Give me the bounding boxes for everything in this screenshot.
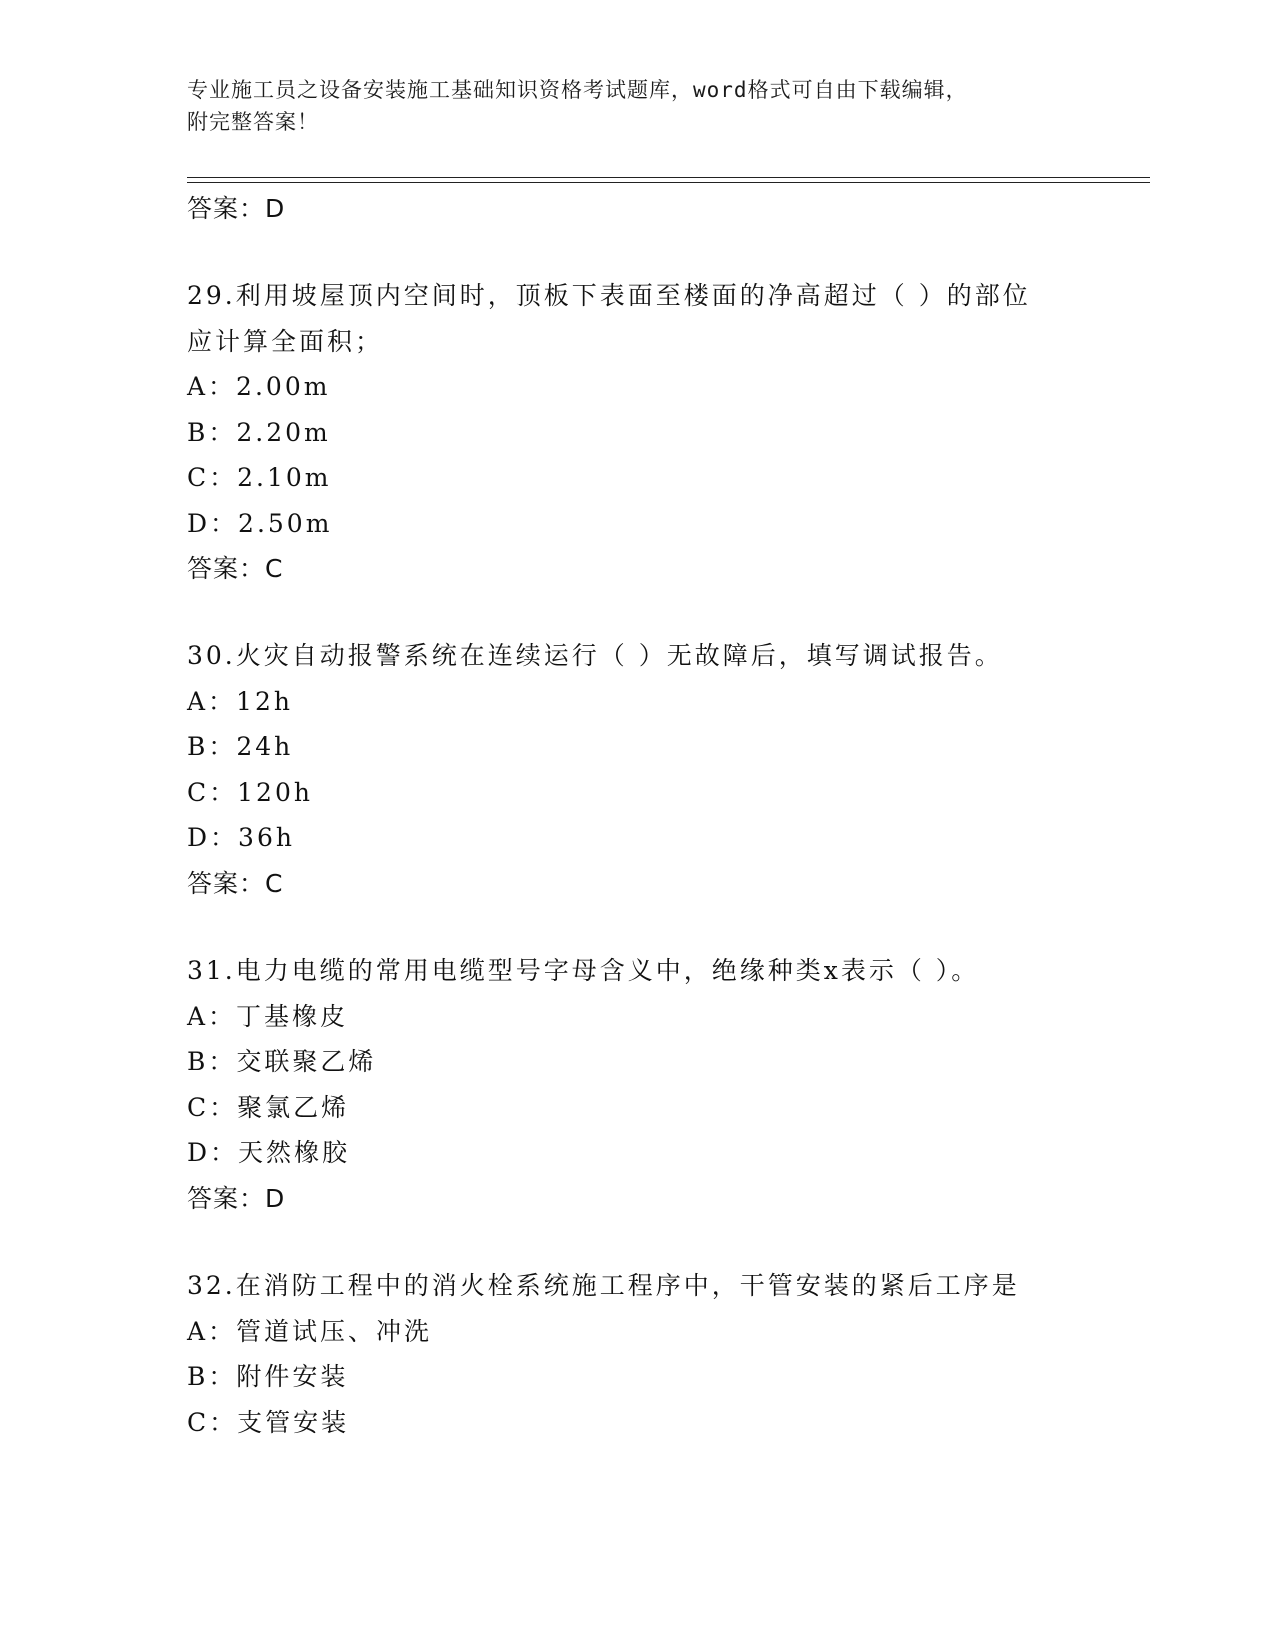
option-d: D：天然橡胶	[187, 1138, 351, 1167]
option-b: B：附件安装	[187, 1362, 349, 1391]
option-d: D：36h	[187, 823, 295, 852]
question-31	[187, 948, 1087, 1221]
header-line-2: 附完整答案！	[187, 110, 319, 134]
question-stem: 29.利用坡屋顶内空间时，顶板下表面至楼面的净高超过（ ）的部位	[187, 281, 1031, 310]
previous-answer-block	[187, 186, 1087, 232]
answer-line: 答案：D	[187, 194, 286, 223]
question-32	[187, 1263, 1087, 1445]
option-b: B：2.20m	[187, 417, 331, 447]
option-b: B：24h	[187, 732, 294, 761]
header-divider-bottom	[187, 182, 1150, 183]
question-29	[187, 273, 1087, 592]
option-a: A：12h	[187, 686, 293, 716]
header-divider-top	[187, 177, 1150, 178]
answer-line: 答案：C	[187, 868, 284, 898]
option-c: C：2.10m	[187, 463, 332, 492]
option-c: C：支管安装	[187, 1407, 350, 1437]
option-c: C：聚氯乙烯	[187, 1092, 350, 1122]
question-stem: 32.在消防工程中的消火栓系统施工程序中，干管安装的紧后工序是	[187, 1271, 1020, 1300]
document-header	[187, 74, 1087, 138]
option-c: C：120h	[187, 777, 313, 807]
option-a: A：丁基橡皮	[187, 1001, 349, 1031]
question-stem: 30.火灾自动报警系统在连续运行（ ）无故障后，填写调试报告。	[187, 641, 1003, 670]
question-30	[187, 633, 1087, 906]
header-line-1: 专业施工员之设备安装施工基础知识资格考试题库，word格式可自由下载编辑，	[187, 78, 968, 102]
option-d: D：2.50m	[187, 508, 333, 538]
option-b: B：交联聚乙烯	[187, 1047, 377, 1076]
question-stem-continued: 应计算全面积；	[187, 326, 384, 356]
answer-line: 答案：D	[187, 1183, 286, 1213]
option-a: A：管道试压、冲洗	[187, 1316, 433, 1346]
option-a: A：2.00m	[187, 372, 331, 401]
question-stem: 31.电力电缆的常用电缆型号字母含义中，绝缘种类x表示（ ）。	[187, 956, 980, 985]
answer-line: 答案：C	[187, 554, 284, 583]
